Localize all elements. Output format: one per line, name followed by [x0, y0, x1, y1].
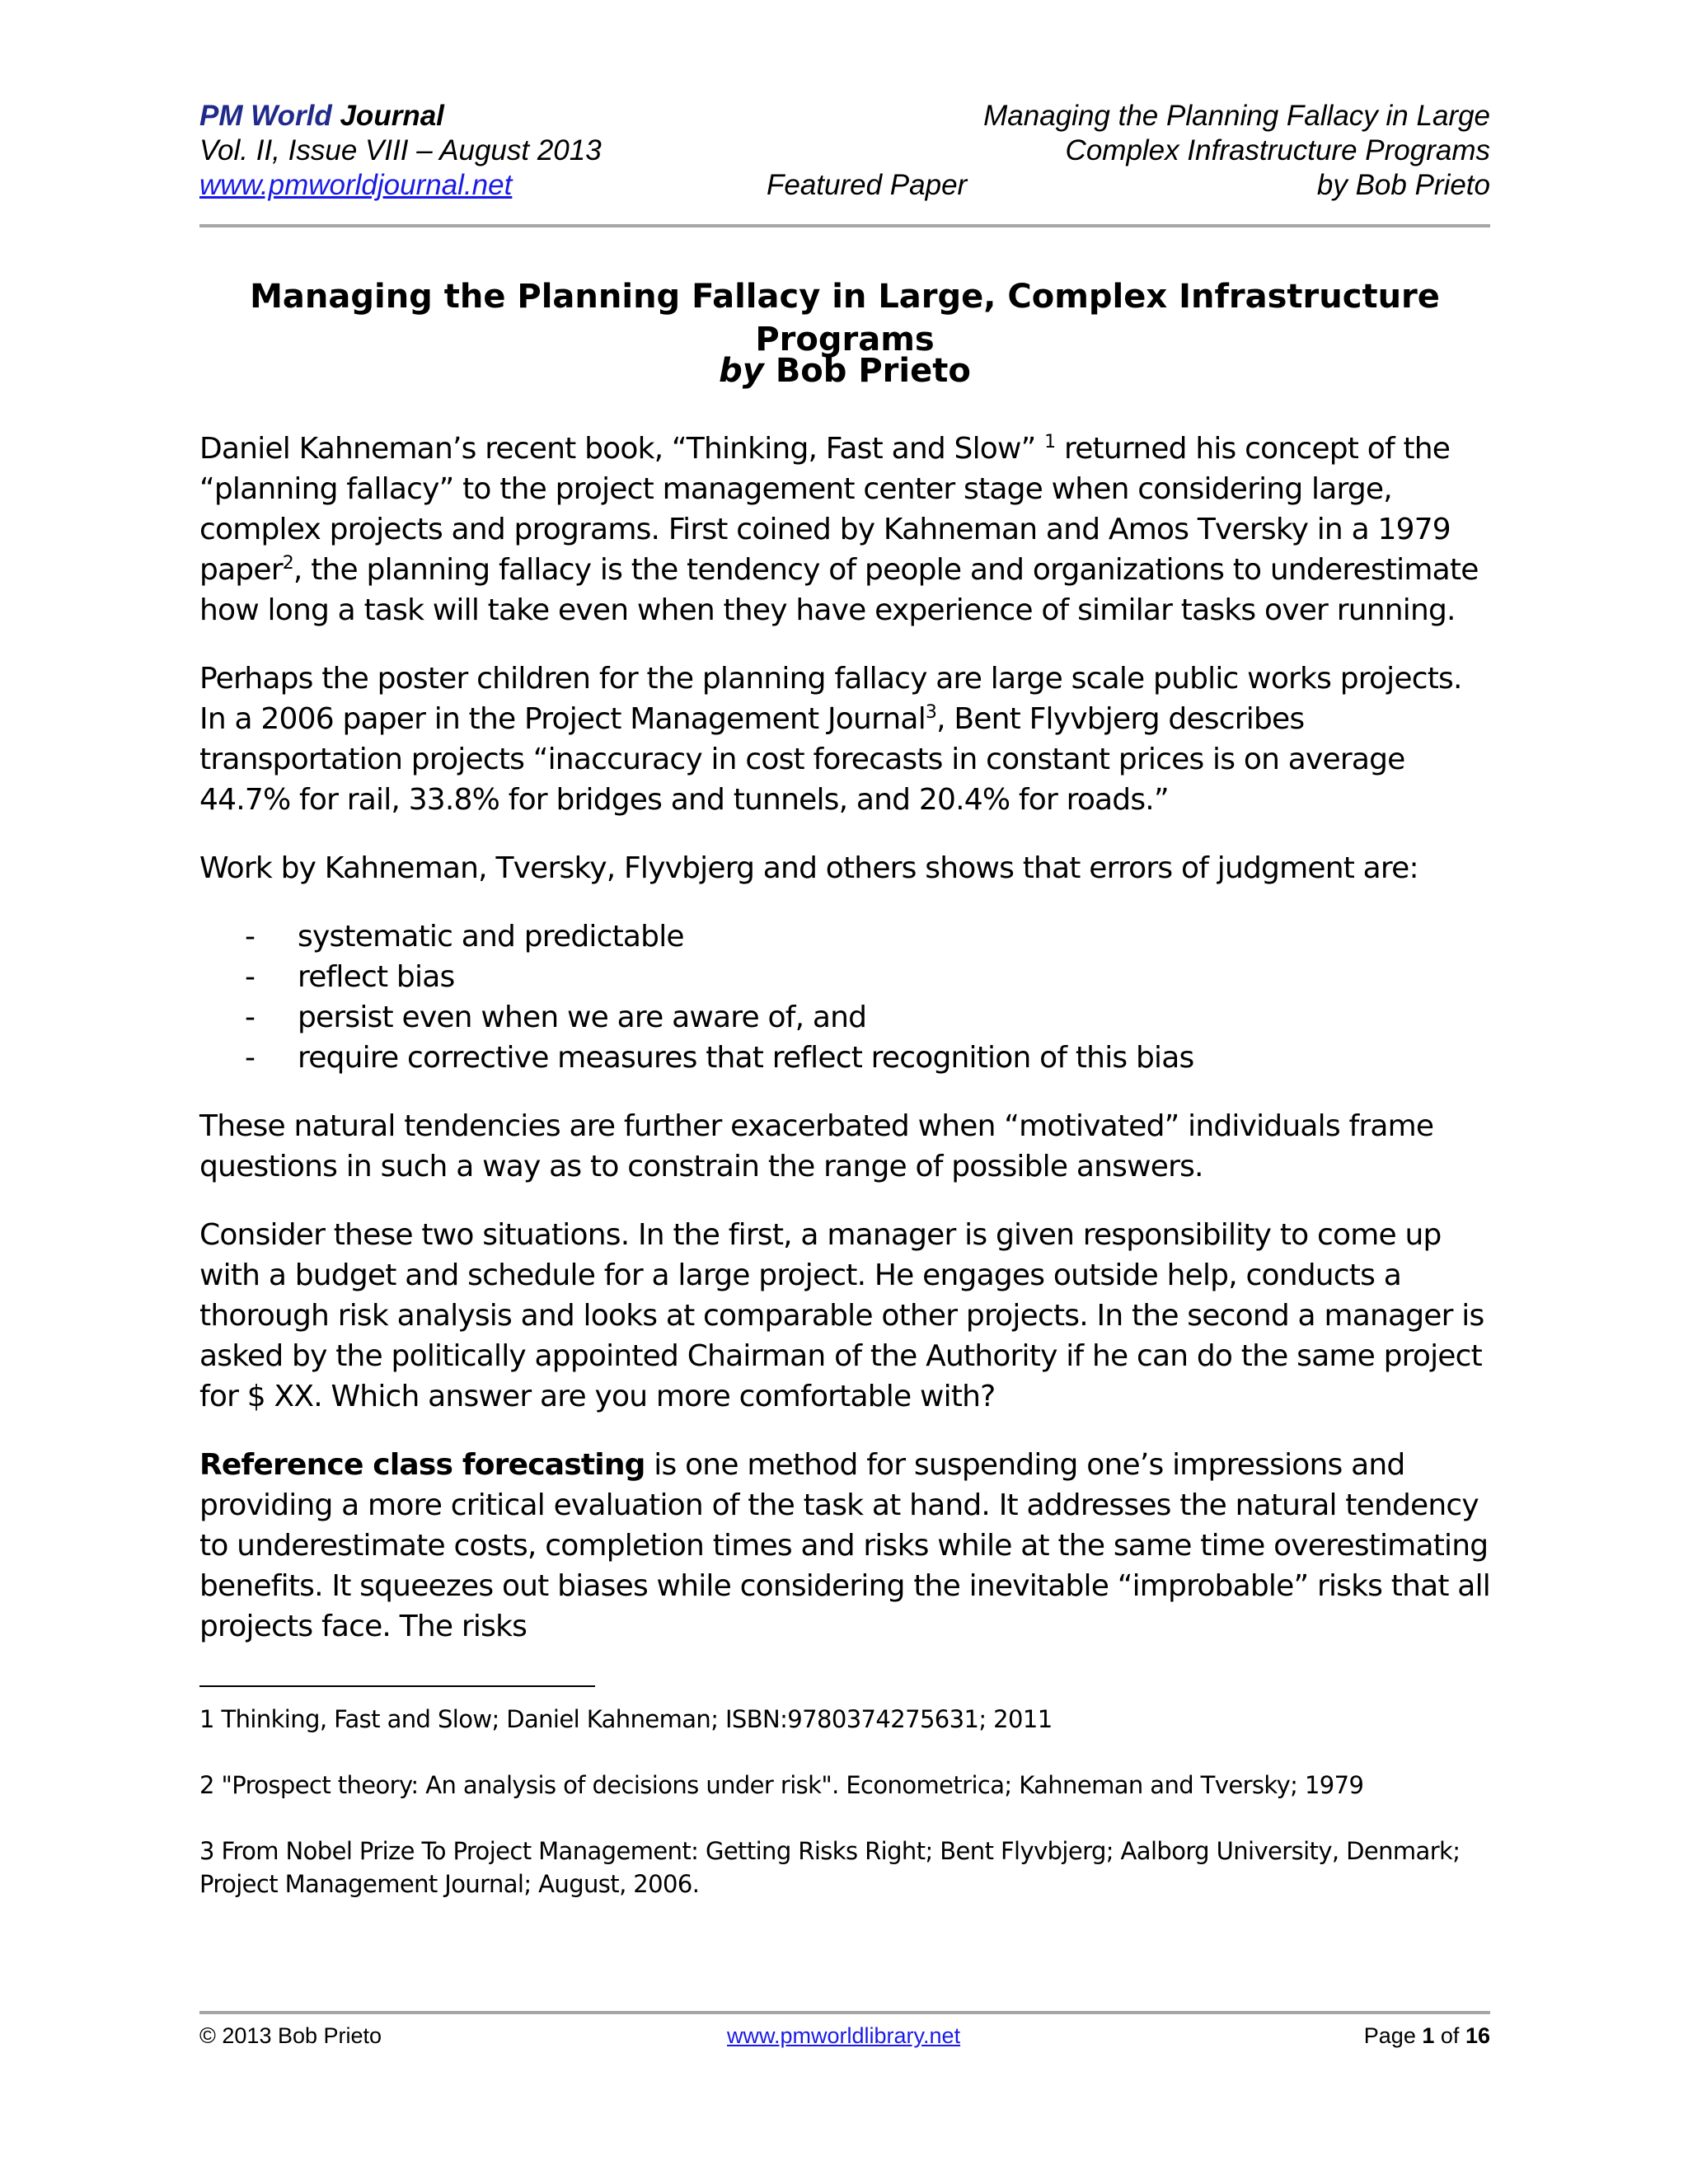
footnote-1: 1 Thinking, Fast and Slow; Daniel Kahneman; ISBN:9780374275631; 2011 — [199, 1705, 1053, 1733]
footnote-divider — [199, 1685, 595, 1687]
list-item — [199, 957, 1490, 997]
journal-name-pm-world: PM World — [199, 100, 332, 132]
footnote-3: 3 From Nobel Prize To Project Management: Getting Risks Right; Bent Flyvbjerg; Aalborg University, Denmark; Project Management Journal; August, 2006. — [199, 1837, 1461, 1898]
byline-author: Bob Prieto — [775, 352, 971, 390]
paragraph-1-text-a: Daniel Kahneman’s recent book, “Thinking, Fast and Slow” — [199, 432, 1045, 466]
header-title-line-2: Complex Infrastructure Programs — [1065, 134, 1490, 166]
term-reference-class-forecasting: Reference class forecasting — [199, 1448, 645, 1482]
journal-name — [199, 99, 602, 134]
list-item-text: systematic and predictable — [298, 920, 684, 954]
header-author: by Bob Prieto — [1316, 169, 1490, 201]
footer-library-link[interactable]: www.pmworldlibrary.net — [727, 2023, 961, 2048]
paragraph-2-text-a: Perhaps the poster children for the planning fallacy are large scale public works projects. In a 2006 paper in the Project Management Journal — [199, 662, 1462, 736]
list-item — [199, 916, 1490, 957]
paragraph-6 — [199, 1445, 1490, 1647]
journal-url-link[interactable]: www.pmworldjournal.net — [199, 169, 513, 201]
list-item-text: require corrective measures that reflect recognition of this bias — [298, 1041, 1194, 1075]
footnotes — [199, 1703, 1490, 1933]
footnote-2: 2 "Prospect theory: An analysis of decisions under risk". Econometrica; Kahneman and Tversky; 1979 — [199, 1771, 1364, 1799]
footnote-ref-2[interactable]: 2 — [282, 553, 293, 574]
list-item-text: reflect bias — [298, 960, 455, 994]
total-pages: 16 — [1465, 2023, 1490, 2048]
paper-byline — [199, 349, 1490, 392]
paragraph-1-text-b: returned his concept of the “planning fallacy” to the project management center stage when considering large, complex projects and programs. First coined by Kahneman and Amos Tversky in a 1979 paper — [199, 432, 1451, 587]
journal-issue: Vol. II, Issue VIII – August 2013 — [199, 134, 602, 166]
list-item — [199, 1038, 1490, 1078]
page-number — [1364, 2021, 1490, 2050]
footer-copyright: © 2013 Bob Prieto — [199, 2023, 382, 2048]
paragraph-5: Consider these two situations. In the first, a manager is given responsibility to come up with a budget and schedule for a large project. He engages outside help, conducts a thorough risk analysis and looks at comparable other projects. In the second a manager is asked by the politically appointed Chairman of the Authority if he can do the same project for $ XX. Which answer are you more comfortable with? — [199, 1218, 1484, 1413]
list-bullet: - — [245, 920, 256, 954]
paragraph-2-text-b: , Bent Flyvbjerg describes transportation projects “inaccuracy in cost forecasts in constant prices is on average 44.7% for rail, 33.8% for bridges and tunnels, and 20.4% for roads.” — [199, 702, 1405, 817]
footnote-ref-3[interactable]: 3 — [925, 702, 937, 723]
footer-divider — [199, 2011, 1490, 2014]
paragraph-6-text: is one method for suspending one’s impressions and providing a more critical evaluation of the task at hand. It addresses the natural tendency to underestimate costs, completion times and risks while at the same time overestimating benefits. It squeezes out biases while considering the inevitable “improbable” risks that all projects face. The risks — [199, 1448, 1490, 1643]
header-right — [983, 99, 1490, 203]
journal-name-journal: Journal — [340, 100, 444, 132]
paragraph-4: These natural tendencies are further exacerbated when “motivated” individuals frame questions in such a way as to constrain the range of possible answers. — [199, 1109, 1434, 1183]
page-of-label: of — [1440, 2023, 1460, 2048]
paragraph-1 — [199, 429, 1490, 630]
paragraph-3: Work by Kahneman, Tversky, Flyvbjerg and others shows that errors of judgment are: — [199, 851, 1418, 885]
paragraph-2 — [199, 658, 1490, 820]
list-item — [199, 997, 1490, 1038]
list-bullet: - — [245, 1041, 256, 1075]
list-bullet: - — [245, 1001, 256, 1034]
header-divider — [199, 224, 1490, 227]
article-body — [199, 429, 1490, 1675]
bias-list — [199, 916, 1490, 1078]
featured-paper-label: Featured Paper — [767, 169, 968, 201]
footnote-ref-1[interactable]: 1 — [1044, 432, 1056, 452]
page-label: Page — [1363, 2023, 1416, 2048]
header-left — [199, 99, 602, 203]
byline-by: by — [719, 352, 764, 390]
list-bullet: - — [245, 960, 256, 994]
list-item-text: persist even when we are aware of, and — [298, 1001, 867, 1034]
header-title-line-1: Managing the Planning Fallacy in Large — [983, 100, 1490, 132]
paper-title: Managing the Planning Fallacy in Large, Complex Infrastructure Programs — [250, 278, 1440, 359]
paragraph-1-text-c: , the planning fallacy is the tendency of people and organizations to underestimate how long a task will take even when they have experience of similar tasks over running. — [199, 553, 1479, 627]
current-page: 1 — [1422, 2023, 1435, 2048]
